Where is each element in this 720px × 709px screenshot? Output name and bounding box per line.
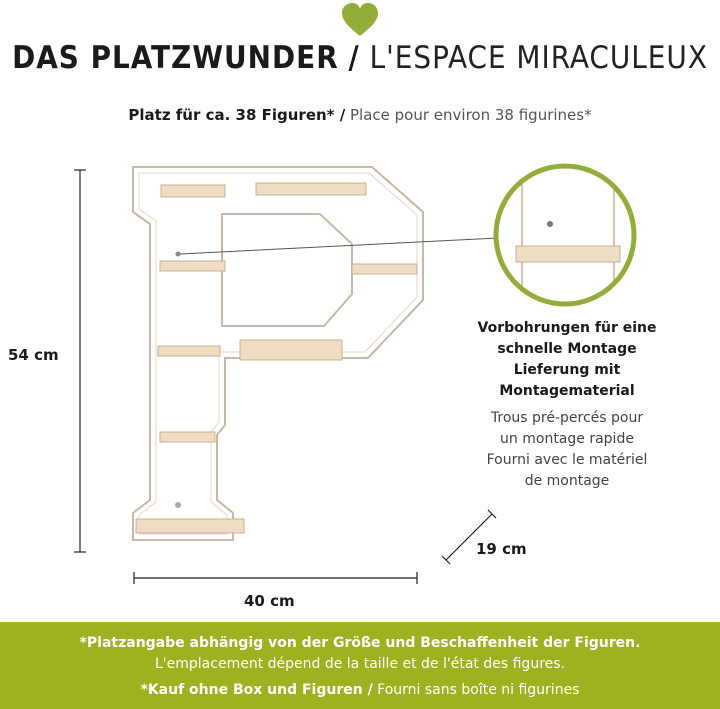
heart-icon [340,2,380,38]
title-separator: / [348,40,360,76]
footer-line-2: L'emplacement dépend de la taille et de l'état des figures. [155,656,565,672]
depth-label: 19 cm [476,540,527,558]
title-de: DAS PLATZWUNDER [12,40,339,76]
zoom-detail [490,160,640,310]
callout-de [452,318,682,402]
page-title [0,40,720,76]
footer-banner [0,622,720,709]
callout-de-line: Montagematerial [499,383,635,399]
callout-de-line: schnelle Montage [497,341,637,357]
height-label: 54 cm [8,346,59,364]
callout-fr-line: Fourni avec le matériel [486,452,648,468]
subtitle-de: Platz für ca. 38 Figuren* / [128,106,346,124]
callout-de-line: Vorbohrungen für eine [477,320,657,336]
callout-fr-line: un montage rapide [500,431,634,447]
hole-mark-lower [175,502,181,508]
callout-fr-line: de montage [524,473,610,489]
callout-de-line: Lieferung mit [513,362,621,378]
title-fr: L'ESPACE MIRACULEUX [369,40,708,76]
width-dimension-line [134,572,417,584]
width-label: 40 cm [244,592,295,610]
footer-line-3-fr: Fourni sans boîte ni figurines [377,682,580,698]
p-shelf-cutout [222,214,352,326]
callout-text [452,318,682,492]
footer-line-1: *Platzangabe abhängig von der Größe und Beschaffenheit der Figuren. [79,635,641,651]
page-subtitle [0,106,720,124]
hole-mark-upper [176,252,181,257]
footer-line-3-de: *Kauf ohne Box und Figuren / [140,682,373,698]
footer-line-3 [0,682,720,698]
height-dimension-line [74,170,86,552]
callout-fr [452,408,682,492]
callout-fr-line: Trous pré-percés pour [490,410,644,426]
subtitle-fr: Place pour environ 38 figurines* [350,106,592,124]
